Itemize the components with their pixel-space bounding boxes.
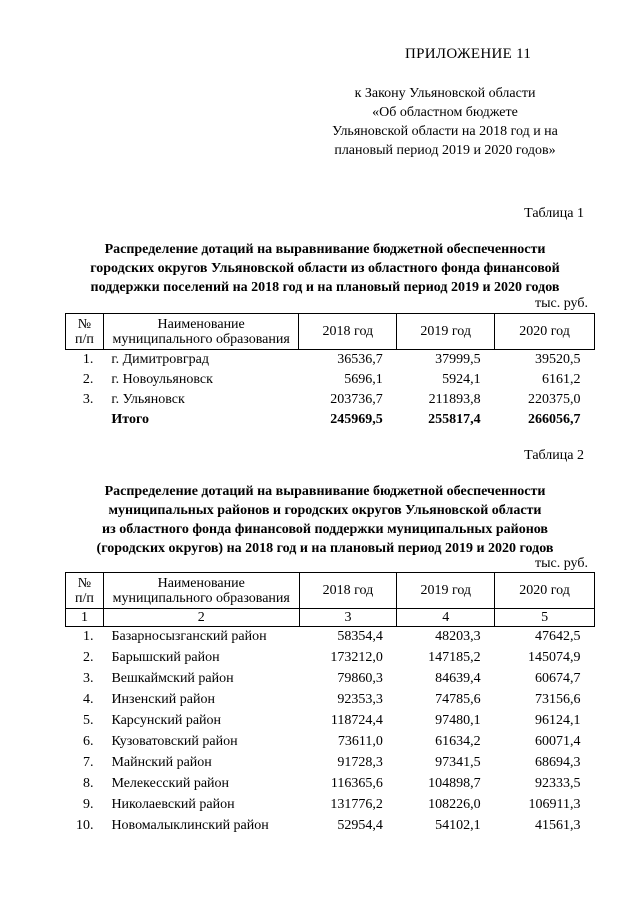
table1-header-row xyxy=(66,314,595,350)
header-text: Наименование муниципального образования xyxy=(112,316,290,347)
value-2018: 79860,3 xyxy=(337,671,383,686)
row-name: Инзенский район xyxy=(111,692,215,707)
row-num: 3. xyxy=(82,391,94,407)
value-2020: 41561,3 xyxy=(535,818,581,833)
table-row xyxy=(66,627,595,648)
row-name: Базарносызганский район xyxy=(111,629,267,645)
law-line: к Закону Ульяновской области xyxy=(354,86,536,101)
law-line: плановый период 2019 и 2020 годов» xyxy=(334,143,556,158)
table-row xyxy=(66,711,595,732)
value-2019: 147185,2 xyxy=(428,650,481,665)
total-num xyxy=(66,410,104,430)
table1-title-line: Распределение дотаций на выравнивание бюджетной обеспеченности xyxy=(104,242,546,257)
row-num: 1. xyxy=(82,629,94,645)
row-num: 8. xyxy=(82,776,94,791)
table2-title-line: из областного фонда финансовой поддержки муниципальных районов xyxy=(102,522,548,537)
value-2020: 106911,3 xyxy=(528,797,581,812)
value-2019: 97341,5 xyxy=(435,755,481,770)
table1-label: Таблица 1 xyxy=(524,206,584,221)
value-2020: 47642,5 xyxy=(535,629,581,645)
value-2018: 131776,2 xyxy=(330,797,383,812)
value-2020: 73156,6 xyxy=(535,692,581,707)
value-2018: 52954,4 xyxy=(337,818,383,833)
table-row xyxy=(66,732,595,753)
value-2020: 39520,5 xyxy=(535,351,581,367)
column-number: 3 xyxy=(299,609,397,627)
value-2020: 220375,0 xyxy=(528,391,581,407)
table1-title-line: поддержки поселений на 2018 год и на плановый период 2019 и 2020 годов xyxy=(90,280,560,295)
row-num: 2. xyxy=(82,371,94,387)
value-2018: 73611,0 xyxy=(337,734,383,749)
value-2019: 108226,0 xyxy=(428,797,481,812)
column-number-row xyxy=(66,609,595,627)
col-header-2019: 2019 год xyxy=(397,573,495,609)
table1-units: тыс. руб. xyxy=(535,296,588,311)
table2-title-line: Распределение дотаций на выравнивание бюджетной обеспеченности xyxy=(104,484,546,499)
value-2018: 92353,3 xyxy=(337,692,383,707)
row-num: 3. xyxy=(82,671,94,686)
value-2019: 5924,1 xyxy=(442,371,481,387)
row-name: Новомалыклинский район xyxy=(111,818,269,833)
value-2020: 60674,7 xyxy=(535,671,581,686)
row-name: Мелекесский район xyxy=(111,776,230,791)
column-number: 1 xyxy=(66,609,104,627)
row-name: Николаевский район xyxy=(111,797,235,812)
column-number: 5 xyxy=(495,609,595,627)
row-num: 10. xyxy=(75,818,94,833)
row-num: 7. xyxy=(82,755,94,770)
appendix-title: ПРИЛОЖЕНИЕ 11 xyxy=(405,46,532,62)
value-2018: 118724,4 xyxy=(330,713,383,728)
value-2018: 203736,7 xyxy=(330,391,383,407)
row-name: Вешкаймский район xyxy=(111,671,234,686)
row-num: 1. xyxy=(82,351,94,367)
table2-title xyxy=(55,482,595,558)
table-row xyxy=(66,690,595,711)
total-2018: 245969,5 xyxy=(330,411,383,427)
col-header-2019: 2019 год xyxy=(397,314,495,350)
table1 xyxy=(65,313,595,430)
row-name: г. Димитровград xyxy=(111,351,209,367)
value-2019: 104898,7 xyxy=(428,776,481,791)
col-header-num xyxy=(66,314,104,350)
value-2018: 36536,7 xyxy=(337,351,383,367)
row-name: Барышский район xyxy=(111,650,220,665)
col-header-name xyxy=(103,573,299,609)
value-2019: 61634,2 xyxy=(435,734,481,749)
total-row xyxy=(66,410,595,430)
table2-units: тыс. руб. xyxy=(535,556,588,571)
table-row xyxy=(66,350,595,370)
table-row xyxy=(66,774,595,795)
row-name: Кузоватовский район xyxy=(111,734,238,749)
value-2020: 92333,5 xyxy=(535,776,581,791)
value-2020: 96124,1 xyxy=(535,713,581,728)
row-num: 2. xyxy=(82,650,94,665)
table-row xyxy=(66,816,595,837)
table1-title xyxy=(55,240,595,297)
value-2018: 91728,3 xyxy=(337,755,383,770)
value-2020: 60071,4 xyxy=(535,734,581,749)
table-row xyxy=(66,648,595,669)
row-name: Майнский район xyxy=(111,755,212,770)
table2-title-line: муниципальных районов и городских округов Ульяновской области xyxy=(108,503,542,518)
value-2018: 173212,0 xyxy=(330,650,383,665)
value-2019: 37999,5 xyxy=(435,351,481,367)
row-num: 5. xyxy=(82,713,94,728)
row-num: 6. xyxy=(82,734,94,749)
col-header-2018: 2018 год xyxy=(299,314,397,350)
value-2019: 74785,6 xyxy=(435,692,481,707)
header-text: Наименование муниципального образования xyxy=(112,575,290,606)
value-2018: 5696,1 xyxy=(344,371,383,387)
total-label: Итого xyxy=(111,411,149,427)
total-2020: 266056,7 xyxy=(528,411,581,427)
col-header-2018: 2018 год xyxy=(299,573,397,609)
header-text: № п/п xyxy=(75,316,94,347)
col-header-2020: 2020 год xyxy=(495,314,595,350)
value-2018: 116365,6 xyxy=(330,776,383,791)
law-reference xyxy=(300,84,590,160)
table-row xyxy=(66,390,595,410)
header-text: № п/п xyxy=(75,575,94,606)
table-row xyxy=(66,795,595,816)
law-line: Ульяновской области на 2018 год и на xyxy=(332,124,558,139)
value-2019: 84639,4 xyxy=(435,671,481,686)
table1-title-line: городских округов Ульяновской области из областного фонда финансовой xyxy=(90,261,560,276)
row-name: Карсунский район xyxy=(111,713,222,728)
value-2020: 6161,2 xyxy=(542,371,581,387)
table2-label: Таблица 2 xyxy=(524,448,584,463)
table2-title-line: (городских округов) на 2018 год и на плановый период 2019 и 2020 годов xyxy=(96,541,554,556)
value-2019: 211893,8 xyxy=(428,391,481,407)
col-header-num xyxy=(66,573,104,609)
value-2019: 97480,1 xyxy=(435,713,481,728)
column-number: 2 xyxy=(103,609,299,627)
law-line: «Об областном бюджете xyxy=(372,105,518,120)
value-2019: 54102,1 xyxy=(435,818,481,833)
col-header-name xyxy=(103,314,299,350)
col-header-2020: 2020 год xyxy=(495,573,595,609)
table2 xyxy=(65,572,595,837)
value-2019: 48203,3 xyxy=(435,629,481,645)
table-row xyxy=(66,370,595,390)
table2-header-row xyxy=(66,573,595,609)
value-2020: 68694,3 xyxy=(535,755,581,770)
total-2019: 255817,4 xyxy=(428,411,481,427)
value-2018: 58354,4 xyxy=(337,629,383,645)
column-number: 4 xyxy=(397,609,495,627)
row-name: г. Ульяновск xyxy=(111,391,185,407)
value-2020: 145074,9 xyxy=(528,650,581,665)
row-name: г. Новоульяновск xyxy=(111,371,213,387)
row-num: 4. xyxy=(82,692,94,707)
table-row xyxy=(66,669,595,690)
table-row xyxy=(66,753,595,774)
row-num: 9. xyxy=(82,797,94,812)
